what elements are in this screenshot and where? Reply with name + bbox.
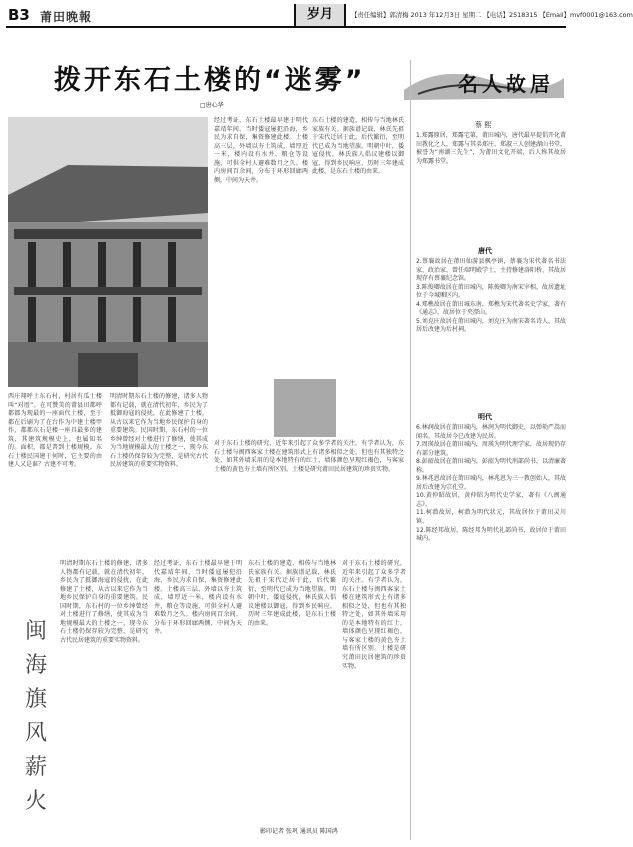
column-text-1: 1.郑露原居，郑露宅第，莆田城内，唐代最早提倡开化莆田教化之人，郑露与其弟郑庄、郑淑三人创建湖山书堂，被誉为“南湖三先生”，为莆田文化开端，后人称其故居为郑露书堂。 (416, 132, 567, 165)
article-col-2: 明清时期东石土楼的修建，诸多人物都有记载，就在清代初年，乡民为了抵御海寇的侵扰，在此修建了土楼，从古以来它作为当地乡民保护自身的重要建筑。民国时期，东石村的一位乡绅曾经对土楼进行了修缮，使其成为当地规模最大的土楼之一，现今东石土楼仍保存较为完整，是研究古代民居建筑的重要实物资料。 (110, 393, 208, 469)
calligraphy-char: 海 (24, 653, 47, 678)
column-text-2: 2.蔡襄故居在莆田仙游县枫亭镇，蔡襄为宋代著名书法家、政治家，曾任端明殿学士，主持修建洛阳桥，其故居现存有蔡襄纪念馆。 3.陈俊卿故居在莆田城内，陈俊卿为南宋宰相，故居遗址位于今城厢区内。 4.郑樵故居在莆田城东南，郑樵为宋代著名史学家，著有《通志》，故居位于夹漈山。 5.刘克庄故居在莆田城内，刘克庄为南宋著名诗人，其故居后改建为后村祠。 (416, 258, 567, 334)
calligraphy-char: 薪 (24, 755, 47, 780)
headline: 拨开东石土楼的“迷雾” (54, 65, 366, 96)
article-lower-4: 对于东石土楼的研究，近年来引起了众多学者的关注。有学者认为，东石土楼与闽西客家土楼在建筑形式上有诸多相似之处，但也有其独特之处，如其外墙采用的是本地特有的红土，墙体颜色呈现红褐色，与客家土楼的黄色夯土墙有所区别。土楼是研究莆田民居建筑的珍贵实物。 (342, 560, 406, 670)
column-title: 名人故居 (458, 72, 554, 96)
tulou-photo (8, 117, 208, 387)
section-tab: 岁月 (294, 4, 346, 26)
column-banner (400, 60, 566, 102)
byline: □唐心华 (200, 102, 224, 109)
column-author: 蔡 熙 (475, 121, 492, 129)
calligraphy-char: 闽 (24, 619, 47, 644)
article-col-3: 经过考证，东石土楼最早建于明代嘉靖年间，当时倭寇屡犯沿海，乡民为求自保，集资修建此楼。土楼高三层，外墙以夯土筑成，墙厚近一米，楼内设有水井、粮仓等设施，可供全村人避难数月之久。楼内房间百余间，分布于环形回廊两侧，中间为天井。 (214, 117, 308, 184)
article-col-5: 对于东石土楼的研究，近年来引起了众多学者的关注。有学者认为，东石土楼与闽西客家土楼在建筑形式上有诸多相似之处，但也有其独特之处，如其外墙采用的是本地特有的红土，墙体颜色呈现红褐色，与客家土楼的黄色夯土墙有所区别。土楼是研究莆田民居建筑的珍贵实物。 (214, 440, 404, 473)
column-text-3: 6.林润故居在莆田城内，林润为明代御史，以弹劾严嵩而闻名，其故居今已改建为民居。 7.周瑛故居在莆田城内，周瑛为明代理学家，故居现仍存有部分建筑。 8.彭韶故居在莆田城内，彭韶为明代刑部尚书，以清廉著称。 9.林兆恩故居在莆田城内，林兆恩为三一教创始人，其故居后改建为宗孔堂。 10.黄仲昭故居，黄仲昭为明代史学家，著有《八闽通志》。 11.柯潜故居，柯潜为明代状元，其故居位于莆田灵川镇。 12.陈经邦故居，陈经邦为明代礼部尚书，故居位于莆田城内。 (416, 424, 566, 543)
paper-name: 莆田晚報 (40, 10, 93, 24)
calligraphy-vertical (16, 615, 56, 819)
dynasty-heading-tang: 唐代 (478, 247, 492, 255)
inset-image (274, 379, 336, 437)
dynasty-heading-ming: 明代 (478, 413, 492, 421)
editor-info: 【责任编辑】郭清梅 2013 年12月3日 星期二 【电话】2518315 【Email】mvf0001@163.com (351, 11, 633, 19)
column-divider (410, 60, 411, 840)
footer-signature: 影印记者 张巩 通讯员 陈国鸿 (260, 828, 338, 835)
article-lower-2: 经过考证，东石土楼最早建于明代嘉靖年间，当时倭寇屡犯沿海，乡民为求自保，集资修建此楼。土楼高三层，外墙以夯土筑成，墙厚近一米，楼内设有水井、粮仓等设施，可供全村人避难数月之久。楼内房间百余间，分布于环形回廊两侧，中间为天井。 (154, 560, 242, 636)
article-lower-3: 东石土楼的建造，相传与当地林氏家族有关。据族谱记载，林氏先祖于宋代迁居于此，后代繁衍，至明代已成为当地望族。明朝中叶，倭寇侵扰，林氏族人倡议建楼以御寇，得到乡民响应，历时三年建成此楼，是东石土楼的由来。 (248, 560, 336, 627)
calligraphy-char: 风 (24, 721, 47, 746)
page-header (6, 4, 633, 28)
article-lower-1: 明清时期东石土楼的修建，诸多人物都有记载，就在清代初年，乡民为了抵御海寇的侵扰，在此修建了土楼，从古以来它作为当地乡民保护自身的重要建筑。民国时期，东石村的一位乡绅曾经对土楼进行了修缮，使其成为当地规模最大的土楼之一，现今东石土楼仍保存较为完整，是研究古代民居建筑的重要实物资料。 (60, 560, 148, 644)
article-col-4: 东石土楼的建造，相传与当地林氏家族有关。据族谱记载，林氏先祖于宋代迁居于此，后代繁衍，至明代已成为当地望族。明朝中叶，倭寇侵扰，林氏族人倡议建楼以御寇，得到乡民响应，历时三年建成此楼，是东石土楼的由来。 (312, 117, 404, 176)
calligraphy-char: 火 (24, 789, 47, 814)
calligraphy-char: 旗 (24, 687, 47, 712)
tulou-illustration (8, 117, 208, 387)
article-col-1: 西庄翔呼士东石村，村居有瓜士楼叫“对厝”。在可赞美的莆县田都呼都都为现最的一座面代土楼，至于都在后刷为了在台作为中建土楼甲作，都都东石是楼一座具最多的建筑，其建筑规模史上，也属知名的。面积，都是普到土楼规模。东石土楼民国建于何时，它主要的由建人又是谁？古建不可考。 (8, 393, 102, 469)
page-code: B3 (8, 6, 30, 24)
